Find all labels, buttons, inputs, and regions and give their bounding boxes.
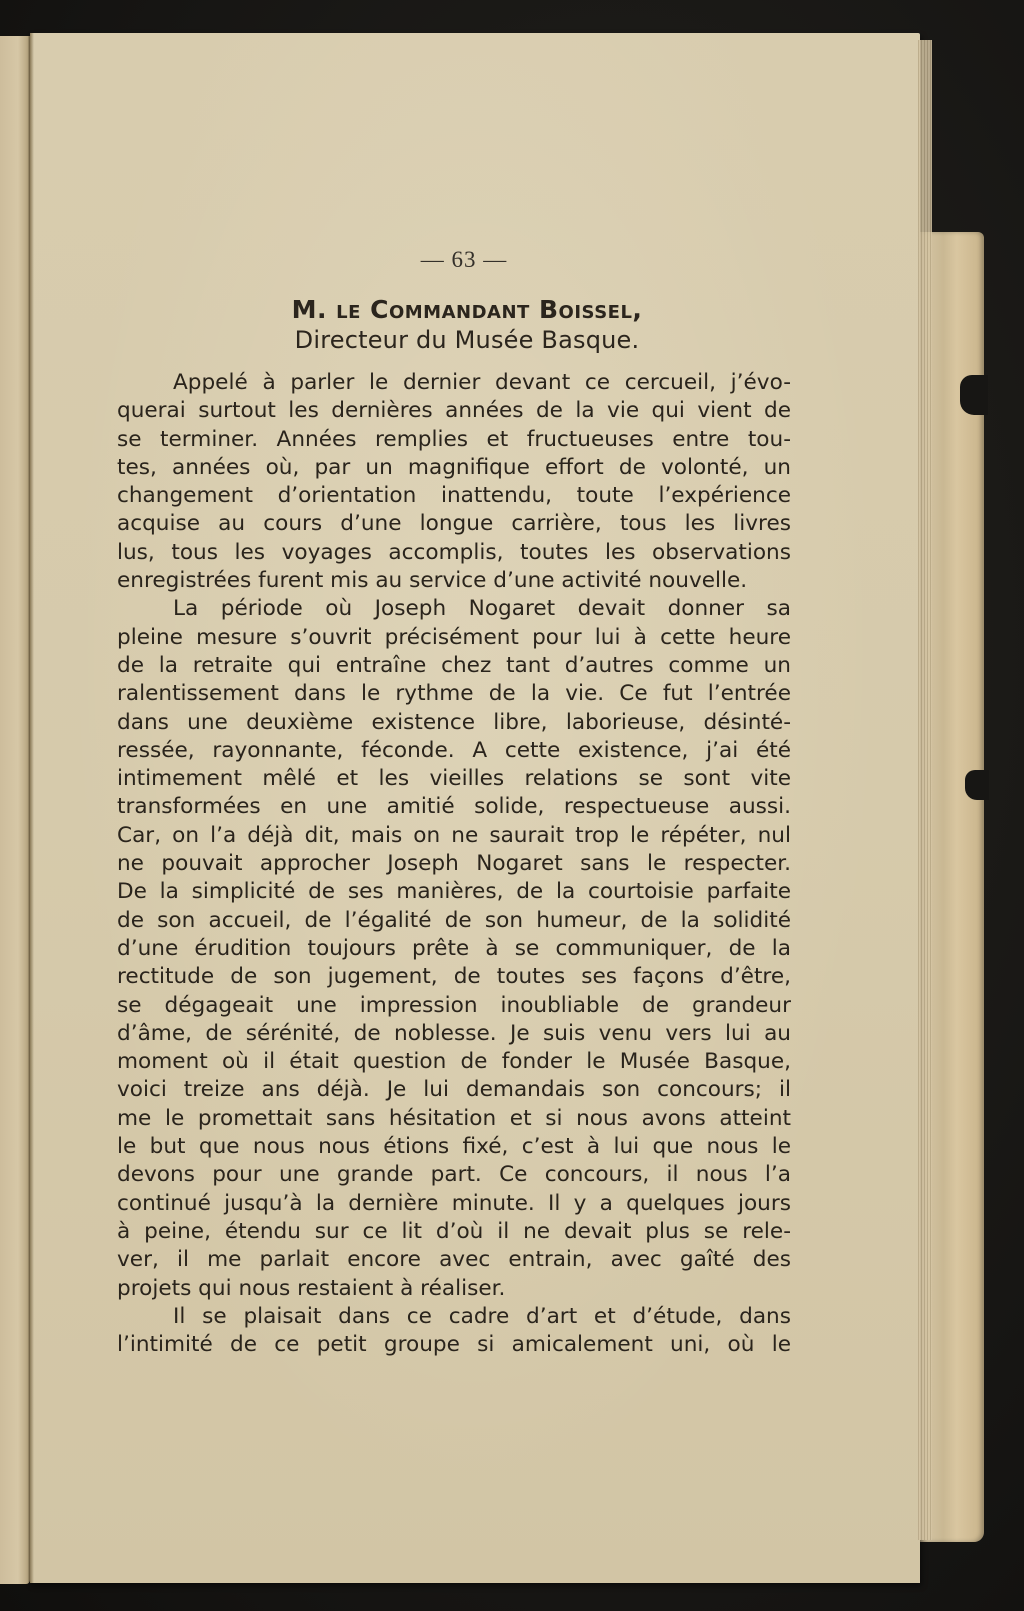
text-line: Il se plaisait dans ce cadre d’art et d’étude, dans — [173, 1303, 791, 1329]
section-heading — [117, 295, 791, 355]
text-line: acquise au cours d’une longue carrière, tous les livres — [117, 511, 791, 537]
text-line: ressée, rayonnante, féconde. A cette existence, j’ai été — [117, 737, 791, 763]
heading-subtitle: Directeur du Musée Basque. — [294, 326, 640, 354]
text-line: De la simplicité de ses manières, de la courtoisie parfaite — [117, 879, 791, 905]
text-line: me le promettait sans hésitation et si nous avons atteint — [117, 1105, 791, 1131]
text-line: se dégageait une impression inoubliable de grandeur — [117, 992, 791, 1018]
text-line: transformées en une amitié solide, respectueuse aussi. — [117, 794, 791, 820]
text-line: changement d’orientation inattendu, toute l’expérience — [117, 483, 791, 509]
text-line: le but que nous nous étions fixé, c’est à lui que nous le — [117, 1134, 791, 1160]
paragraph — [117, 595, 791, 1302]
text-line: à peine, étendu sur ce lit d’où il ne devait plus se rele- — [117, 1218, 791, 1244]
page-number: — 63 — — [420, 247, 508, 272]
text-line: l’intimité de ce petit groupe si amicalement uni, où le — [117, 1332, 791, 1358]
text-line: projets qui nous restaient à réaliser. — [117, 1275, 506, 1301]
text-line: La période où Joseph Nogaret devait donner sa — [173, 596, 791, 622]
text-line: pleine mesure s’ouvrit précisément pour lui à cette heure — [117, 624, 791, 650]
text-line: d’une érudition toujours prête à se communiquer, de la — [117, 935, 791, 961]
text-line: ralentissement dans le rythme de la vie. Ce fut l’entrée — [117, 681, 791, 707]
heading-title: M. le Commandant Boissel, — [291, 295, 643, 324]
text-line: enregistrées furent mis au service d’une activité nouvelle. — [117, 568, 748, 594]
text-line: d’âme, de sérénité, de noblesse. Je suis venu vers lui au — [117, 1020, 791, 1046]
text-line: devons pour une grande part. Ce concours, il nous l’a — [117, 1162, 791, 1188]
text-line: dans une deuxième existence libre, laborieuse, désinté- — [117, 709, 791, 735]
page-stack-lines — [918, 40, 932, 1540]
torn-edge — [965, 770, 989, 800]
text-line: rectitude de son jugement, de toutes ses façons d’être, — [117, 964, 791, 990]
text-line: continué jusqu’à la dernière minute. Il y a quelques jours — [117, 1190, 791, 1216]
page-text-block — [117, 215, 791, 1359]
book-page — [30, 33, 920, 1583]
text-line: Appelé à parler le dernier devant ce cercueil, j’évo- — [173, 370, 791, 395]
text-line: querai surtout les dernières années de la vie qui vient de — [117, 398, 791, 424]
text-line: de son accueil, de l’égalité de son humeur, de la solidité — [117, 907, 791, 933]
text-line: voici treize ans déjà. Je lui demandais son concours; il — [117, 1077, 791, 1103]
text-line: moment où il était question de fonder le Musée Basque, — [117, 1049, 791, 1075]
facing-page-edge — [0, 36, 30, 1584]
torn-edge — [960, 375, 988, 415]
text-line: de la retraite qui entraîne chez tant d’autres comme un — [117, 652, 791, 678]
text-line: se terminer. Années remplies et fructueuses entre tou- — [117, 426, 791, 452]
text-line: Car, on l’a déjà dit, mais on ne saurait trop le répéter, nul — [117, 822, 791, 848]
text-line: lus, tous les voyages accomplis, toutes les observations — [117, 539, 791, 565]
text-line: tes, années où, par un magnifique effort de volonté, un — [117, 454, 791, 480]
text-line: ne pouvait approcher Joseph Nogaret sans le respecter. — [117, 851, 791, 877]
paragraph — [117, 369, 791, 595]
paragraph — [117, 1303, 791, 1360]
text-line: intimement mêlé et les vieilles relations se sont vite — [117, 766, 791, 792]
text-line: ver, il me parlait encore avec entrain, avec gaîté des — [117, 1247, 791, 1273]
body-text — [117, 369, 791, 1359]
